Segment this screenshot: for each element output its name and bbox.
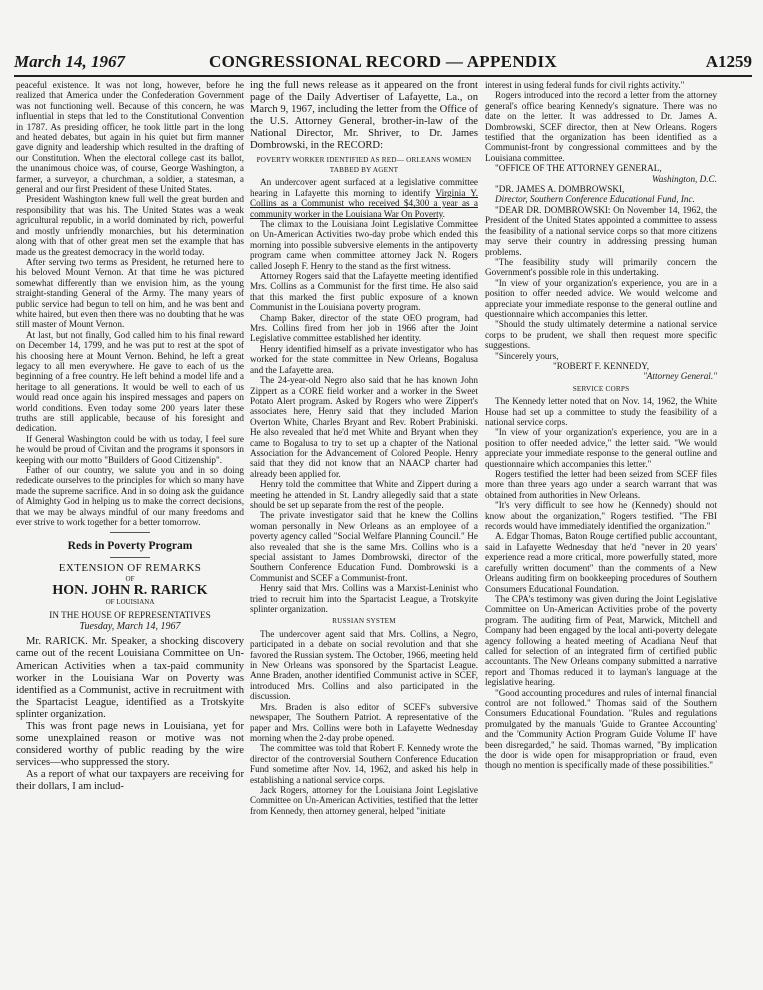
- paragraph: "DEAR DR. DOMBROWSKI: On November 14, 1962, the President of the United States appointed a committee to assess the feasibility of a national service corps so that more citizens may serve their country in addressing pressing human problems.: [485, 204, 717, 257]
- page-number: A1259: [705, 52, 752, 71]
- publication-title: CONGRESSIONAL RECORD — APPENDIX: [209, 52, 557, 71]
- paragraph: The private investigator said that he knew the Collins woman personally in New Orleans as an employee of a poverty agency called "Social Welfare Planning Council." He also revealed that she is the same Mrs. Collins who is a special assistant to James Dombrowski, director of the Southern Conference Education Fund. Dombrowski is a Communist and SCEF a Communist-front.: [250, 510, 478, 583]
- speaker-name: HON. JOHN R. RARICK: [52, 582, 208, 598]
- paragraph: Mr. RARICK. Mr. Speaker, a shocking discovery came out of the recent Louisiana Committee on Un-American Activities when a tax-paid community worker in the Louisiana War on Poverty was identified as a Communist, active in recruitment with the Spartacist League, identified as a Trotskyite splinter organization.: [16, 636, 244, 720]
- section-title: Reds in Poverty Program: [67, 540, 193, 553]
- column-middle: [250, 80, 478, 816]
- section-divider: [110, 557, 150, 558]
- paragraph: The undercover agent said that Mrs. Collins, a Negro, participated in a debate on social revolution and that she favored the Russian system. The October, 1966, meeting held in New Orleans was sponsored by the Spartacist League. Anne Braden, another identified Communist active in SCEF, introduced Mrs. Collins and also participated in the discussion.: [250, 628, 478, 702]
- paragraph: Henry told the committee that White and Zippert during a meeting he attended in St. Landry allegedly said that a state should be set up separate from the rest of the people.: [250, 479, 478, 510]
- paragraph: This was front page news in Louisiana, yet for some unexplained reason or motive was not considered worthy of public reading by the wire services—who suppressed the story.: [16, 720, 244, 769]
- paragraph: peaceful existence. It was not long, however, before he realized that America under the Confederation Government was not functioning well. Because of this concern, he was influential in steps that led to the Constitutional Convention in 1787. As presiding officer, he took little part in the long and heated debates, but again in his quiet but firm manner gave dignity and leadership which resulted in the drafting of our Constitution. When the electoral college cast its ballot, the unanimous choice was, of course, George Washington, a farmer, a surveyor, a churchman, a soldier, a statesman, a general and our first President of these United States.: [16, 80, 244, 195]
- paragraph: A. Edgar Thomas, Baton Rouge certified public accountant, said in Lafayette Wednesday that he'd "never in 20 years' experience read a more critical, more powerfully stated, more carefully written document" than the comments of a New Orleans auditing firm on bookkeeping procedures of Southern Consumers Educational Foundation.: [485, 531, 717, 594]
- signature-name: "ROBERT F. KENNEDY,: [552, 360, 650, 371]
- paragraph: The committee was told that Robert F. Kennedy wrote the director of the controversial Southern Conference Education Fund sometime after Nov. 14, 1962, and asked his help in establishing a national service corps.: [250, 743, 478, 785]
- paragraph: As a report of what our taxpayers are receiving for their dollars, I am includ-: [16, 769, 244, 793]
- of-label: OF: [125, 575, 135, 584]
- paragraph: After serving two terms as President, he returned here to his beloved Mount Vernon. At that time he was pictured somewhat differently than we envision him, as the young straight-standing General of the Army. The many years of public service had begun to tell on him, and he was bent and white haired, but even then there was no doubting that he was still master of Mount Vernon.: [16, 256, 244, 330]
- paragraph: ing the full news release as it appeared on the front page of the Daily Advertiser of Lafayette, La., on March 9, 1967, including the letter from the Office of the U.S. Attorney General, brother-in-law of the National Director, Mr. Shriver, to Dr. James Dombrowski, in the RECORD:: [250, 80, 478, 152]
- paragraph: "In view of your organization's experience, you are in a position to offer needed advice," the letter said. "We would appreciate your immediate response to the general outline and questionnaire which accompanies this letter.": [485, 427, 717, 469]
- paragraph: If General Washington could be with us today, I feel sure he would be proud of Civitan and the programs it sponsors in keeping with our motto "Builders of Good Citizenship".: [16, 433, 244, 465]
- paragraph: An undercover agent surfaced at a legislative committee hearing in Lafayette this morning to identify Virginia Y. Collins as a Communist who received $4,300 a year as a community worker in the Louisiana War On Poverty.: [250, 177, 479, 219]
- letter-addressee: "DR. JAMES A. DOMBROWSKI,: [495, 184, 625, 195]
- subheading: SERVICE CORPS: [572, 384, 630, 393]
- speaker-state: OF LOUISIANA: [105, 598, 155, 607]
- paragraph: The CPA's testimony was given during the Joint Legislative Committee on Un-American Activities probe of the poverty program. The auditing firm of Peat, Marwick, Mitchell and Company had been engaged by the local anti-poverty delegate agency following a heated meeting of Acadiana Neuf that called for selection of an integrated firm of certified public accountants. The New Orleans company submitted a narrative report and Thomas reduced it to layman's language at the legislative hearing.: [485, 593, 717, 688]
- paragraph: Rogers testified the letter had been seized from SCEF files more than three years ago under a search warrant that was obtained from authorities in New Orleans.: [485, 469, 717, 500]
- column-left: [16, 80, 244, 794]
- letter-office: "OFFICE OF THE ATTORNEY GENERAL,: [495, 163, 662, 174]
- issue-date: March 14, 1967: [14, 52, 125, 71]
- paragraph: Mrs. Braden is also editor of SCEF's subversive newspaper, The Southern Patriot. A representative of the paper and Mrs. Collins were both in Lafayette Wednesday morning when the 2-day probe opened.: [250, 701, 478, 743]
- paragraph: President Washington knew full well the great burden and responsibility that was his. The United States was a weak agricultural republic, in a world dominated by rich, powerful and mostly unfriendly monarchies, but his determination along with that of other great men set the example that has made us the greatest democracy in the world today.: [16, 194, 244, 257]
- subheading: RUSSIAN SYSTEM: [332, 617, 396, 626]
- letter-closing: "Sincerely yours,: [495, 350, 559, 361]
- column-right: [485, 80, 717, 771]
- paragraph: "It's very difficult to see how he (Kennedy) should not know about the organization," Rogers testified. "The FBI records would have immediately identified the organization.": [485, 500, 717, 532]
- header-rule: [14, 75, 752, 77]
- extension-heading: EXTENSION OF REMARKS: [58, 561, 202, 574]
- paragraph: At last, but not finally, God called him to his final reward on December 14, 1799, and he was put to rest at the spot of his choosing here at Mount Vernon. Behind, he left a great legacy to all men everywhere. He gave to each of us the beginning of a free country. He left behind a model life and a heritage to all generations. It would be well to each of us would read once again his inspired messages and papers on world conditions. Even today some 200 years later these truths are still applicable, because of his foresight and dedication.: [16, 329, 244, 434]
- session-date: Tuesday, March 14, 1967: [79, 620, 181, 632]
- paragraph: Attorney Rogers said that the Lafayette meeting identified Mrs. Collins as a Communist for the first time. He also said that this marked the first public exposure of a known Communist in the Louisiana poverty program.: [250, 271, 478, 313]
- letter-city: Washington, D.C.: [651, 173, 717, 184]
- paragraph: interest in using federal funds for civil rights activity.": [485, 80, 685, 90]
- paragraph: Father of our country, we salute you and in so doing rededicate ourselves to the principles for which so many have made the supreme sacrifice. And in so doing ask the guidance of Almighty God in helping us to make the correct decisions, that we may be always mindful of our many freedoms and ever strive to work together for a better tomorrow.: [16, 465, 244, 528]
- chamber-label: IN THE HOUSE OF REPRESENTATIVES: [49, 609, 211, 620]
- section-divider: [110, 532, 150, 533]
- paragraph: Rogers introduced into the record a letter from the attorney general's office bearing Kennedy's signature. There was no date on the letter. It was addressed to Dr. James A. Dombrowski, SCEF director, then at New Orleans. Rogers testified that the organization has been identified as a Communist-front by congressional committees and by the Louisiana committee.: [485, 90, 717, 163]
- paragraph: Jack Rogers, attorney for the Louisiana Joint Legislative Committee on Un-American Activities, testified that the letter from Kennedy, then attorney general, helped "initiate: [250, 784, 478, 816]
- paragraph: Henry identified himself as a private investigator who has worked for the state committee in New Orleans, Bogalusa and the Lafayette area.: [250, 343, 478, 375]
- paragraph: The Kennedy letter noted that on Nov. 14, 1962, the White House had set up a committee to study the feasibility of a national service corps.: [485, 396, 717, 427]
- underlined-text: Virginia Y. Collins as a Communist who received $4,300 a year as a community worker in the Louisiana War On Poverty: [250, 187, 479, 219]
- paragraph: The 24-year-old Negro also said that he has known John Zippert as a CORE field worker and a worker in the Sweet Potato Alert program. Asked by Rogers who were Zippert's associates here, Henry said that they included Marion Overton White, Charles Bryant and Rev. Robert Prabiniski. He also revealed that he'd met White and Bryant when they came to Bogalusa to try to set up a chapter of the National Association for the Advancement of Colored People. Henry said that they did not know that an NAACP charter had already been applied for.: [250, 375, 478, 479]
- page-header: [14, 52, 752, 76]
- signature-title: "Attorney General.": [642, 371, 717, 382]
- article-heading: POVERTY WORKER IDENTIFIED AS RED— ORLEANS WOMEN TABBED BY AGENT: [256, 155, 472, 174]
- paragraph: "The feasibility study will primarily concern the Government's possible role in this undertaking.: [485, 256, 717, 278]
- paragraph: "Good accounting procedures and rules of internal financial control are not followed." Thomas said of the Southern Consumers Educational Foundation. "Rules and regulations promulgated by the manuals 'Guide to Grantee Accounting' and the 'Community Action Program Guide Volume II' have been disregarded," he said. Thomas warned, "By implication the door is wide open for misappropriation or fraud, even though no mention is specifically made of these possibilities.": [485, 687, 717, 771]
- paragraph: The climax to the Louisiana Joint Legislative Committee on Un-American Activities two-day probe which ended this morning into possible subversive elements in the antipoverty program came when committee attorney Jack N. Rogers called Joseph F. Henry to the stand as the first witness.: [250, 219, 478, 271]
- paragraph: Champ Baker, director of the state OEO program, had Mrs. Collins fired from her job in 1966 after the Joint Legislative committee established her identity.: [250, 312, 478, 344]
- paragraph: "In view of your organization's experience, you are in a position to offer needed advice. We would welcome and appreciate your immediate response to the general outline and questionnaire which accompanies this letter.: [485, 277, 717, 319]
- paragraph: Henry said that Mrs. Collins was a Marxist-Leninist who tried to recruit him into the Spartacist League, a Trotskyite splinter organization.: [250, 583, 478, 615]
- paragraph: "Should the study ultimately determine a national service corps to be prudent, we shall then request more specific suggestions.: [485, 319, 717, 351]
- letter-addressee-title: Director, Southern Conference Educational Fund, Inc.: [495, 194, 695, 205]
